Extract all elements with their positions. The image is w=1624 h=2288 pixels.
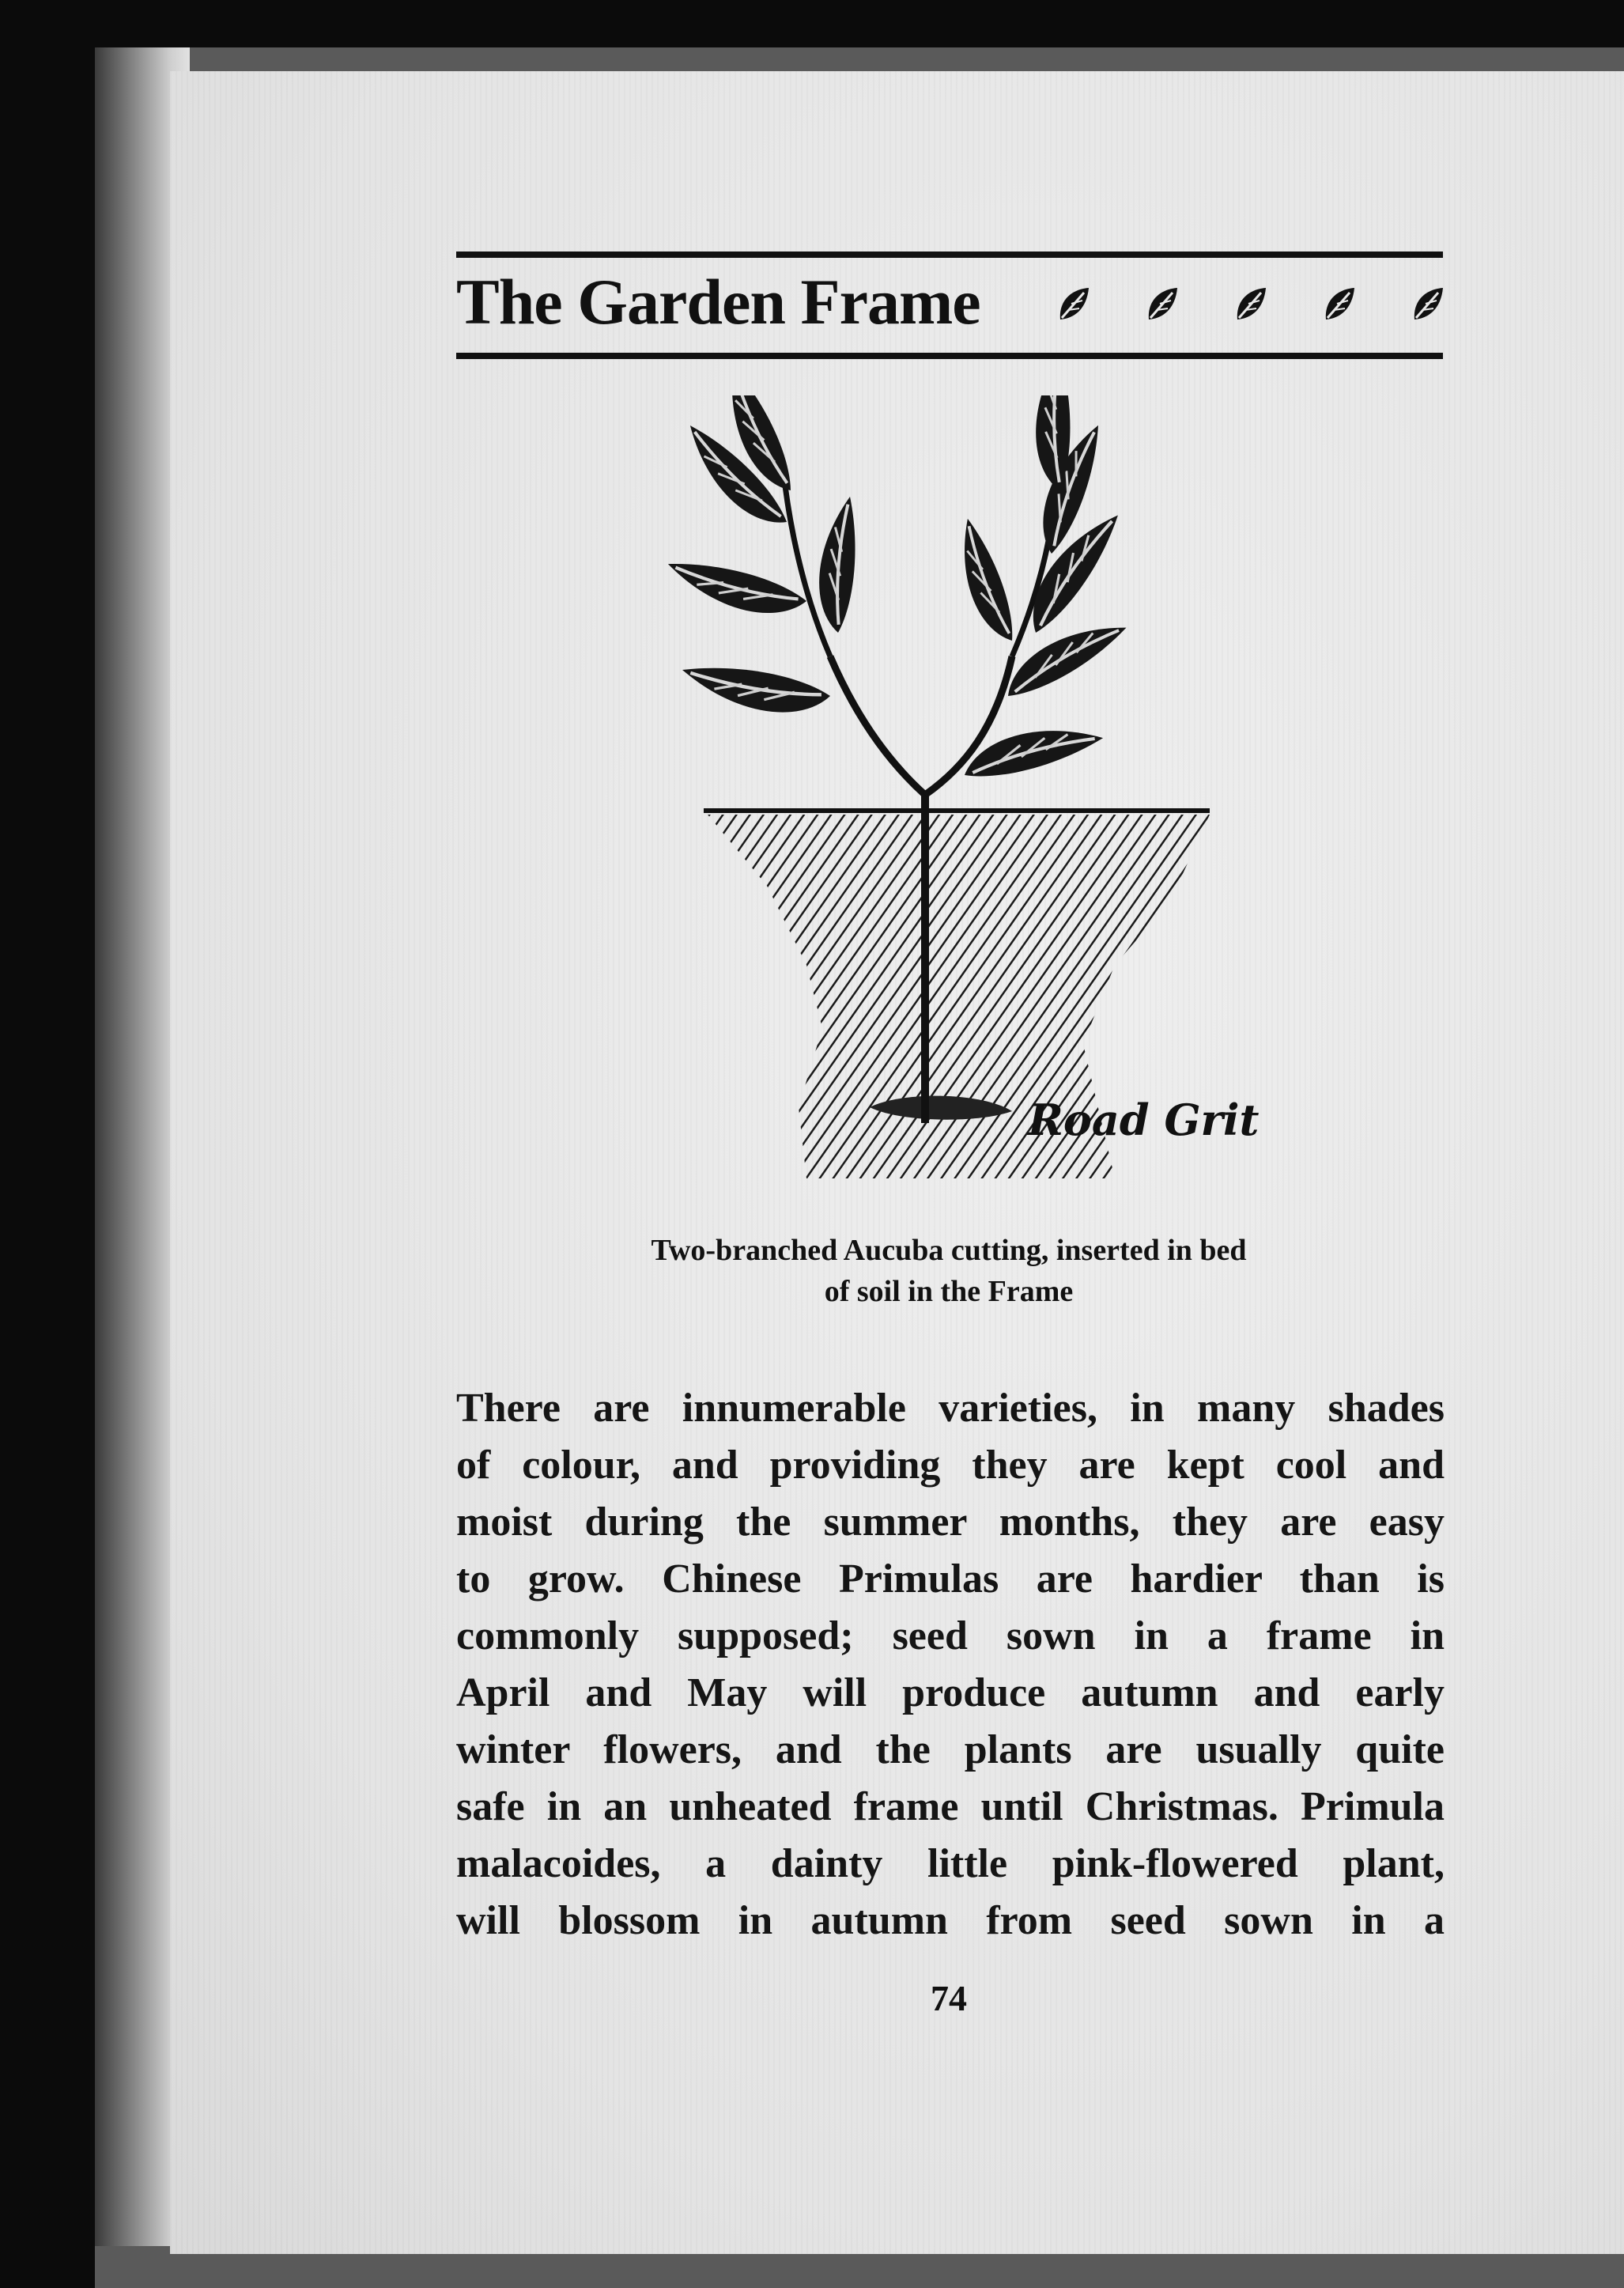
body-line: April and May will produce autumn and early: [456, 1670, 1445, 1715]
body-line: to grow. Chinese Primulas are hardier than is: [456, 1556, 1445, 1602]
body-line: malacoides, a dainty little pink-flowered plant,: [456, 1841, 1445, 1886]
body-line: moist during the summer months, they are easy: [456, 1499, 1445, 1545]
soil-label: Road Grit: [1028, 1095, 1260, 1145]
body-paragraph: [456, 1380, 1445, 1950]
plant-leaves: [663, 395, 1139, 778]
header-rule-bottom: [456, 353, 1443, 359]
caption-line: of soil in the Frame: [824, 1275, 1074, 1308]
body-line: commonly supposed; seed sown in a frame in: [456, 1613, 1445, 1658]
running-header-title: The Garden Frame: [456, 266, 980, 338]
leaf-ornament-icon: [1321, 285, 1358, 324]
leaf-ornament-icon: [1410, 285, 1446, 324]
leaf-ornament-icon: [1144, 285, 1180, 324]
body-line: will blossom in autumn from seed sown in a: [456, 1898, 1445, 1943]
leaf-ornament-icon: [1233, 285, 1269, 324]
page-number: 74: [931, 1978, 967, 2018]
leaf-ornament-icon: [1056, 285, 1092, 324]
header-ornaments: [1056, 285, 1451, 332]
aucuba-cutting-illustration: [569, 395, 1281, 1234]
header-rule-top: [456, 251, 1443, 258]
body-line: safe in an unheated frame until Christmas. Primula: [456, 1784, 1445, 1829]
figure-caption: [553, 1230, 1344, 1312]
body-line: winter flowers, and the plants are usually quite: [456, 1727, 1445, 1772]
body-line: of colour, and providing they are kept cool and: [456, 1443, 1445, 1488]
caption-line: Two-branched Aucuba cutting, inserted in bed: [651, 1234, 1247, 1267]
body-line: There are innumerable varieties, in many shades: [456, 1386, 1445, 1431]
